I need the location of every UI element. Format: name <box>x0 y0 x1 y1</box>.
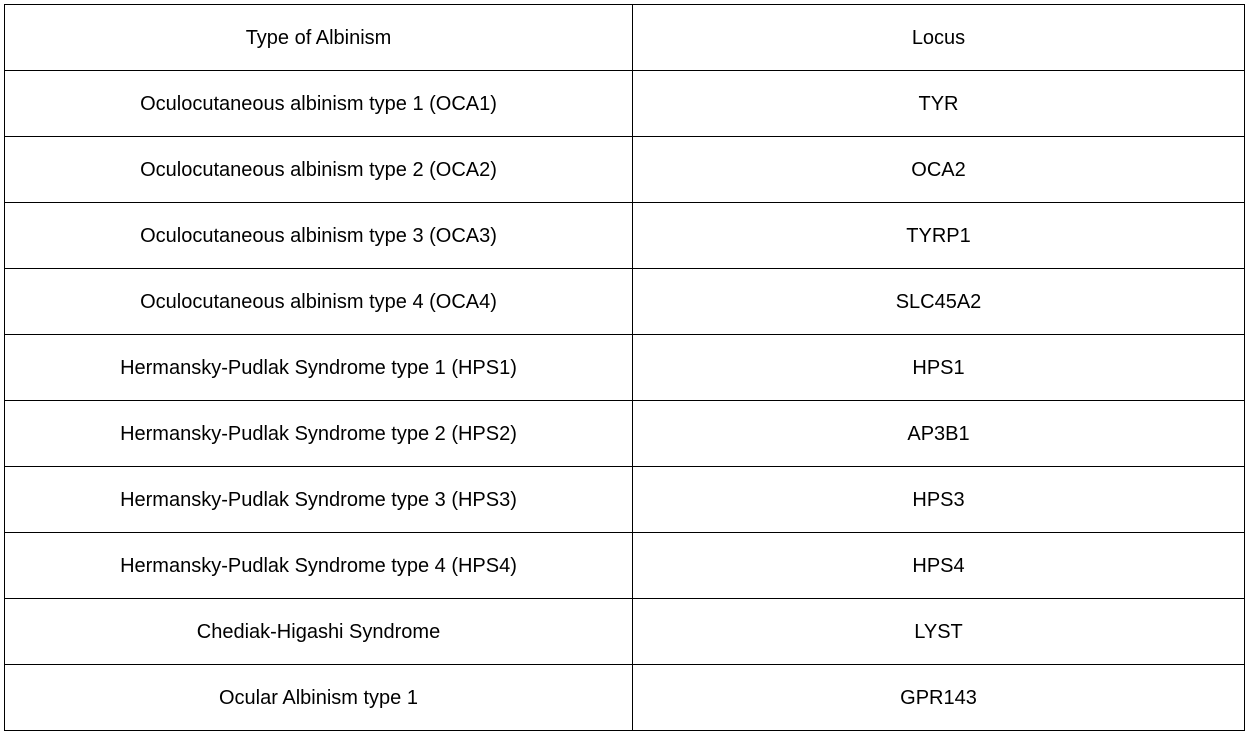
cell-locus: HPS4 <box>633 533 1245 599</box>
table-row <box>5 467 1245 533</box>
cell-locus: GPR143 <box>633 665 1245 731</box>
cell-type: Oculocutaneous albinism type 1 (OCA1) <box>5 71 633 137</box>
cell-type: Oculocutaneous albinism type 4 (OCA4) <box>5 269 633 335</box>
cell-locus: HPS3 <box>633 467 1245 533</box>
cell-locus: TYRP1 <box>633 203 1245 269</box>
cell-type: Oculocutaneous albinism type 3 (OCA3) <box>5 203 633 269</box>
cell-locus: TYR <box>633 71 1245 137</box>
table-row <box>5 137 1245 203</box>
table-row <box>5 269 1245 335</box>
cell-type: Hermansky-Pudlak Syndrome type 2 (HPS2) <box>5 401 633 467</box>
cell-type: Chediak-Higashi Syndrome <box>5 599 633 665</box>
table-row <box>5 71 1245 137</box>
cell-locus: LYST <box>633 599 1245 665</box>
column-header-locus: Locus <box>633 5 1245 71</box>
albinism-loci-table <box>4 4 1245 731</box>
column-header-type: Type of Albinism <box>5 5 633 71</box>
table-row <box>5 599 1245 665</box>
document-page <box>0 4 1256 741</box>
cell-type: Hermansky-Pudlak Syndrome type 4 (HPS4) <box>5 533 633 599</box>
cell-type: Oculocutaneous albinism type 2 (OCA2) <box>5 137 633 203</box>
table-row <box>5 665 1245 731</box>
cell-locus: SLC45A2 <box>633 269 1245 335</box>
cell-type: Hermansky-Pudlak Syndrome type 1 (HPS1) <box>5 335 633 401</box>
cell-locus: HPS1 <box>633 335 1245 401</box>
table-row <box>5 335 1245 401</box>
table-header-row <box>5 5 1245 71</box>
cell-locus: OCA2 <box>633 137 1245 203</box>
cell-type: Hermansky-Pudlak Syndrome type 3 (HPS3) <box>5 467 633 533</box>
table-row <box>5 401 1245 467</box>
cell-locus: AP3B1 <box>633 401 1245 467</box>
table-row <box>5 533 1245 599</box>
cell-type: Ocular Albinism type 1 <box>5 665 633 731</box>
table-row <box>5 203 1245 269</box>
